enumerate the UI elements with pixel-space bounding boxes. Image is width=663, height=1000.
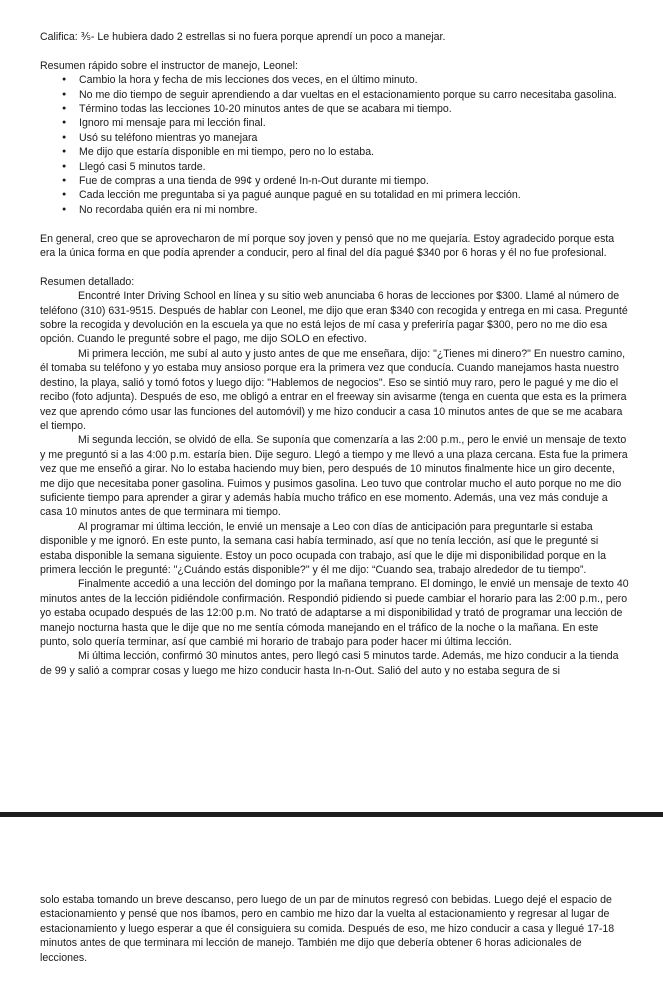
general-paragraph: En general, creo que se aprovecharon de mí porque soy joven y pensó que no me quejaría. Estoy agradecido porque esta era la única forma en que podía aprender a conducir, pero al final del día pagué $340 por 6 horas y él no fue profesional. [40,232,615,260]
list-item: ● No recordaba quién era ni mi nombre. [40,203,630,217]
list-item: ● Cambio la hora y fecha de mis lecciones dos veces, en el último minuto. [40,73,630,87]
quick-summary-heading: Resumen rápido sobre el instructor de manejo, Leonel: [40,59,298,72]
blank-line [40,260,630,274]
detailed-paragraph: Mi primera lección, me subí al auto y justo antes de que me enseñara, dijo: "¿Tienes mi dinero?" En nuestro camino, él tomaba su teléfono y yo estaba muy ansioso porque era la primera vez que conducía. Cuando manejamos hasta nuestro destino, la playa, salió y tomó fotos y luego dijo: "Hablemos de negocios". Eso se sintió muy raro, pero le pagué y me dio el recibo (foto adjunta). Después de eso, me obligó a entrar en el freeway sin avisarme (tenga en cuenta que esta es la primera vez que aprendo cómo usar las funciones del automóvil) y me hizo conducir a casa 10 minutos antes de que se me acabara el tiempo. [40,347,627,432]
detailed-paragraph: Mi última lección, confirmó 30 minutos antes, pero llegó casi 5 minutos tarde. Además, me hizo conducir a la tienda de 99 y salió a comprar cosas y luego me hizo conducir hasta In-n-Out. Salió del auto y no estaba segura de si [40,650,619,677]
list-item: ● No me dio tiempo de seguir aprendiendo a dar vueltas en el estacionamiento porque su carro necesitaba gasolina. [40,88,630,102]
detailed-paragraph: Encontré Inter Driving School en línea y su sitio web anunciaba 6 horas de lecciones por $300. Llamé al número de teléfono (310) 631-9515. Después de hablar con Leonel, me dijo que eran $340 con recogida y entrega en mi casa. Pregunté sobre la recogida y devolución en la escuela ya que no está lejos de mí casa y preferiría pagar $300, pero no me dio esa opción. Cuando le pregunté sobre el pago, me dijo SOLO en efectivo. [40,290,628,346]
page-break-divider [0,812,663,817]
detailed-heading: Resumen detallado: [40,275,135,288]
list-item: ● Llegó casi 5 minutos tarde. [40,160,630,174]
list-item: ● Me dijo que estaría disponible en mi tiempo, pero no lo estaba. [40,145,630,159]
rating-line: Califica: ⅗- Le hubiera dado 2 estrellas si no fuera porque aprendí un poco a manejar. [40,31,446,43]
continuation-paragraph: solo estaba tomando un breve descanso, pero luego de un par de minutos regresó con bebidas. Luego dejé el espacio de estacionamiento y pensé que nos íbamos, pero en cambio me hizo dar la vuelta al estacionamiento y regresar al lugar de estacionamiento y luego esperar a que él consiguiera su comida. Después de eso, me hizo conducir a casa y llegué 17-18 minutos antes de que terminara mi lección de manejo. También me dijo que debería obtener 6 horas adicionales de lecciones. [40,894,615,964]
list-item: ● Cada lección me preguntaba si ya pagué aunque pagué en su totalidad en mi primera lección. [40,188,630,202]
blank-line [40,217,630,231]
detailed-paragraph: Al programar mi última lección, le envié un mensaje a Leo con días de anticipación para preguntarle si estaba disponible y me ignoró. En este punto, la semana casi había terminado, así que no tenía lección, así que le pregunté si estaba disponible la semana siguiente. Estoy un poco ocupada con trabajo, así que le dije mi disponibilidad porque en la primera lección le pregunté: "¿Cuándo estás disponible?" y él me dijo: “Cuando sea, trabajo alrededor de tu tiempo”. [40,520,606,576]
list-item: ● Usó su teléfono mientras yo manejara [40,131,630,145]
detailed-paragraph: Finalmente accedió a una lección del domingo por la mañana temprano. El domingo, le envié un mensaje de texto 40 minutos antes de la lección pidiéndole confirmación. Respondió pidiendo si puede cambiar el horario para las 2:00 p.m., pero yo estaba ocupado después de las 12:00 p.m. No trató de adaptarse a mi disponibilidad y trató de programar una lección de manejo nocturna hasta que le dije que no me sentía cómoda manejando en el tráfico de la noche o la mañana. En este punto, solo quería terminar, así que cambié mi horario de trabajo para poder hacer mi última lección. [40,578,629,649]
list-item: ● Fue de compras a una tienda de 99¢ y ordené In-n-Out durante mi tiempo. [40,174,630,188]
document-page-2 [40,893,630,965]
document-page-1 [40,30,630,678]
blank-line [40,44,630,58]
list-item: ● Término todas las lecciones 10-20 minutos antes de que se acabara mi tiempo. [40,102,630,116]
detailed-paragraph: Mi segunda lección, se olvidó de ella. Se suponía que comenzaría a las 2:00 p.m., pero le envié un mensaje de texto y me preguntó si a las 4:00 p.m. estaría bien. Dije seguro. Llegó a tiempo y me llevó a una plaza cercana. Esta fue la primera vez que me enseñó a girar. No lo estaba haciendo muy bien, pero después de 10 minutos finalmente hice un giro decente, me dijo que necesitaba poner gasolina. Fuimos y pusimos gasolina. Leo tuvo que controlar mucho el auto porque no me dio suficiente tiempo para aprender a girar y además había mucho tráfico en ese momento. Además, una vez más conduje a casa 10 minutos antes de que terminara mi tiempo. [40,434,628,519]
quick-summary-list [40,73,630,217]
list-item: ● Ignoro mi mensaje para mi lección final. [40,116,630,130]
